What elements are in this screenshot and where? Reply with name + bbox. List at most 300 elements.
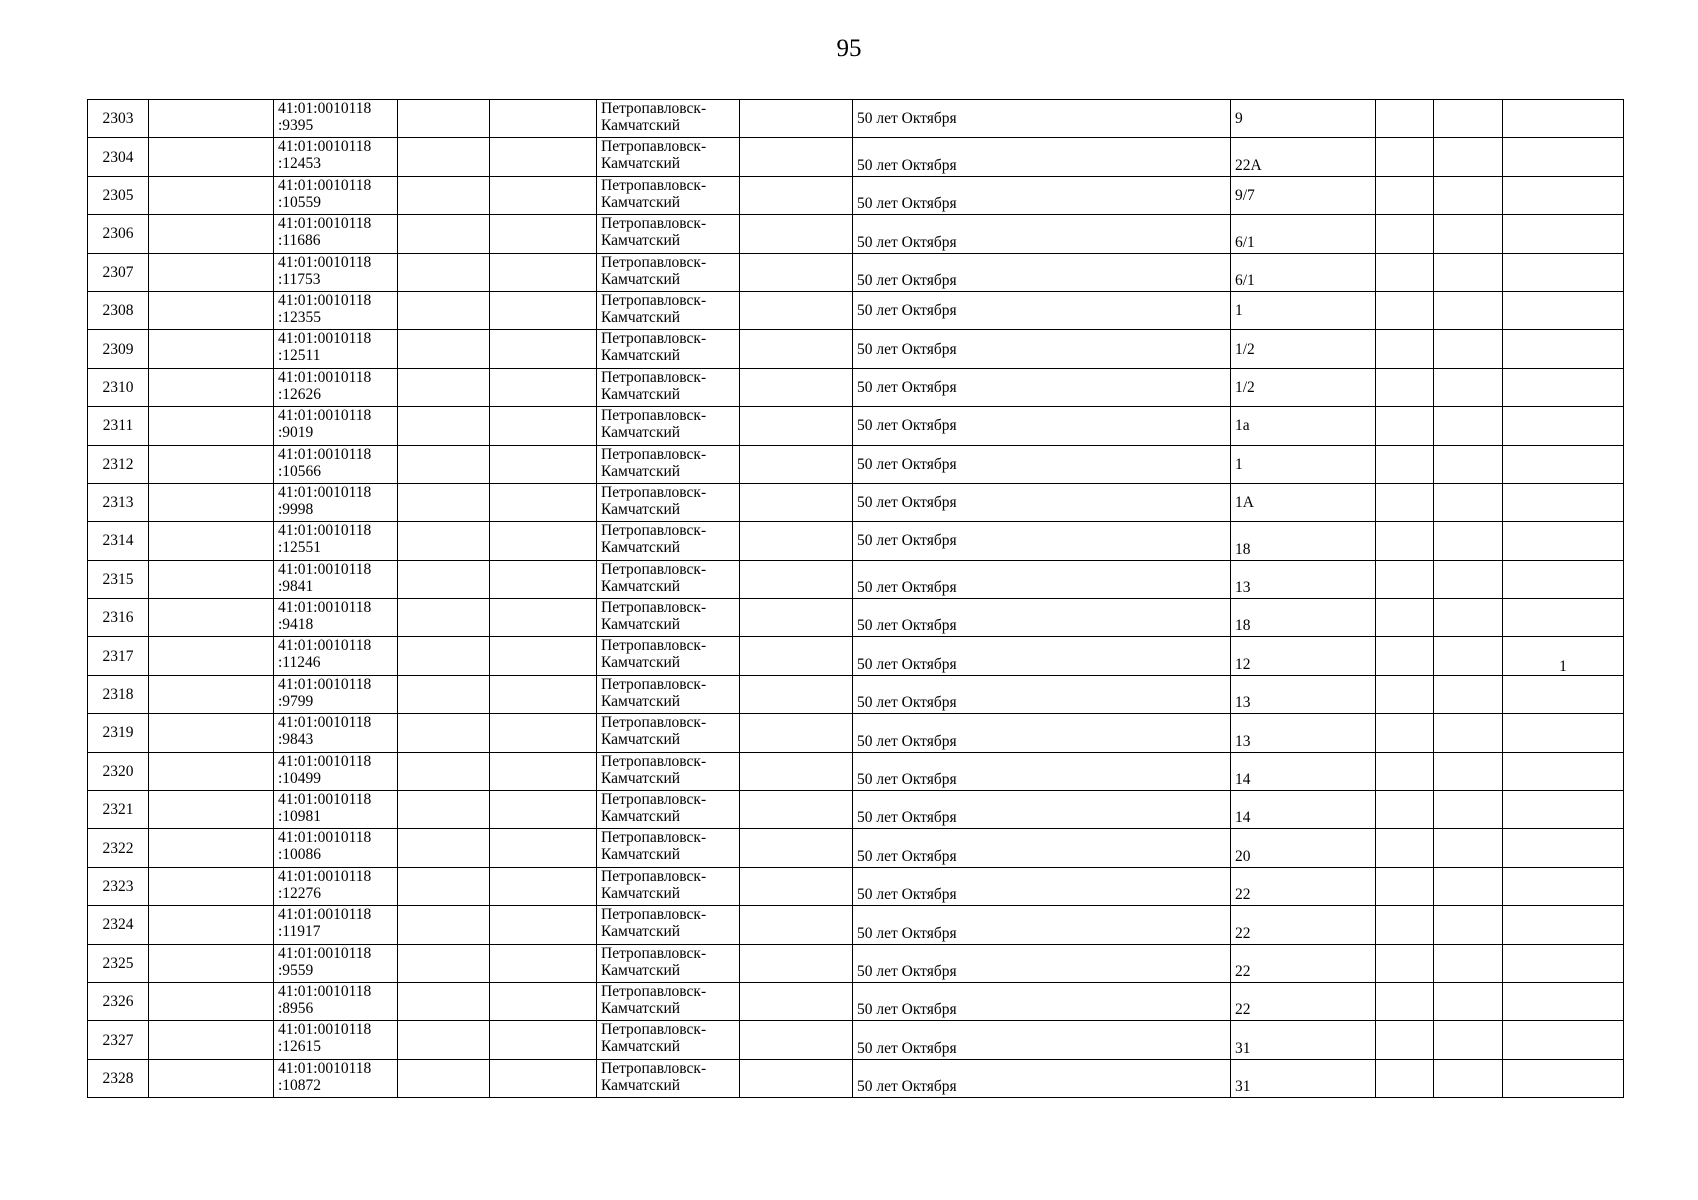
empty-cell: [490, 982, 597, 1020]
street-name: 50 лет Октября: [857, 233, 957, 251]
cadastral-number-cell: [274, 1059, 398, 1097]
extra-cell: [1503, 982, 1624, 1020]
extra-cell: [1503, 291, 1624, 329]
empty-cell: [740, 1059, 853, 1097]
house-number: 9/7: [1235, 186, 1255, 204]
row-number: 2314: [102, 532, 134, 550]
extra-cell: [1503, 944, 1624, 982]
street-name: 50 лет Октября: [857, 1039, 957, 1057]
empty-cell: [398, 599, 490, 637]
cadastral-number-cell: [274, 560, 398, 598]
house-cell: [1231, 906, 1376, 944]
street-name: 50 лет Октября: [857, 340, 957, 358]
empty-cell: [490, 522, 597, 560]
cadastral-number-part2: :11246: [278, 654, 321, 672]
cadastral-number-part1: 41:01:0010118: [278, 906, 372, 924]
city-part1: Петропавловск-: [601, 906, 707, 924]
street-cell: [853, 100, 1231, 138]
cadastral-number-part1: 41:01:0010118: [278, 291, 372, 309]
page-number: 95: [836, 35, 862, 62]
extra-cell: [1503, 675, 1624, 713]
extra-cell: [1503, 752, 1624, 790]
row-number-cell: [88, 944, 149, 982]
street-name: 50 лет Октября: [857, 771, 957, 789]
empty-cell: [149, 637, 274, 675]
city-cell: [597, 982, 740, 1020]
empty-cell: [1434, 675, 1503, 713]
empty-cell: [1434, 407, 1503, 445]
street-name: 50 лет Октября: [857, 455, 957, 473]
cadastral-number-part1: 41:01:0010118: [278, 407, 372, 425]
table-row: [88, 791, 1624, 829]
city-part2: Камчатский: [601, 232, 681, 250]
cadastral-number-part2: :8956: [278, 999, 314, 1017]
extra-cell: [1503, 483, 1624, 521]
row-number-cell: [88, 829, 149, 867]
house-cell: [1231, 407, 1376, 445]
street-name: 50 лет Октября: [857, 494, 957, 512]
house-number: 18: [1235, 617, 1251, 635]
empty-cell: [1434, 752, 1503, 790]
street-cell: [853, 291, 1231, 329]
cadastral-number-cell: [274, 100, 398, 138]
street-name: 50 лет Октября: [857, 302, 957, 320]
street-cell: [853, 445, 1231, 483]
street-name: 50 лет Октября: [857, 617, 957, 635]
row-number: 2303: [102, 110, 134, 128]
street-name: 50 лет Октября: [857, 1001, 957, 1019]
house-number: 13: [1235, 694, 1251, 712]
cadastral-number-part1: 41:01:0010118: [278, 637, 372, 655]
empty-cell: [1376, 599, 1434, 637]
row-number: 2317: [102, 647, 134, 665]
row-number: 2321: [102, 801, 134, 819]
street-cell: [853, 176, 1231, 214]
cadastral-number-part1: 41:01:0010118: [278, 176, 372, 194]
cadastral-number-part2: :10981: [278, 808, 322, 826]
city-part1: Петропавловск-: [601, 867, 707, 885]
city-cell: [597, 675, 740, 713]
empty-cell: [740, 637, 853, 675]
house-cell: [1231, 138, 1376, 176]
extra-cell: [1503, 176, 1624, 214]
empty-cell: [1434, 1021, 1503, 1059]
row-number: 2310: [102, 378, 134, 396]
empty-cell: [740, 714, 853, 752]
empty-cell: [1434, 829, 1503, 867]
city-part2: Камчатский: [601, 308, 681, 326]
empty-cell: [490, 675, 597, 713]
empty-cell: [490, 1021, 597, 1059]
street-cell: [853, 714, 1231, 752]
empty-cell: [1434, 215, 1503, 253]
row-number-cell: [88, 138, 149, 176]
cadastral-number-part2: :10086: [278, 846, 322, 864]
cadastral-number-cell: [274, 445, 398, 483]
empty-cell: [1434, 637, 1503, 675]
city-part2: Камчатский: [601, 923, 681, 941]
street-name: 50 лет Октября: [857, 962, 957, 980]
cadastral-number-part1: 41:01:0010118: [278, 138, 372, 156]
table-row: [88, 291, 1624, 329]
table-body: [88, 100, 1624, 1098]
cadastral-number-part1: 41:01:0010118: [278, 829, 372, 847]
table-row: [88, 368, 1624, 406]
cadastral-number-part2: :9841: [278, 577, 314, 595]
empty-cell: [490, 330, 597, 368]
city-part1: Петропавловск-: [601, 368, 707, 386]
row-number-cell: [88, 867, 149, 905]
city-part2: Камчатский: [601, 808, 681, 826]
street-cell: [853, 944, 1231, 982]
house-cell: [1231, 176, 1376, 214]
cadastral-number-cell: [274, 1021, 398, 1059]
city-part2: Камчатский: [601, 884, 681, 902]
cadastral-number-part1: 41:01:0010118: [278, 522, 372, 540]
empty-cell: [1376, 752, 1434, 790]
empty-cell: [490, 752, 597, 790]
empty-cell: [490, 407, 597, 445]
extra-cell: [1503, 1021, 1624, 1059]
table-row: [88, 906, 1624, 944]
street-name: 50 лет Октября: [857, 156, 957, 174]
street-cell: [853, 675, 1231, 713]
row-number-cell: [88, 791, 149, 829]
city-part2: Камчатский: [601, 385, 681, 403]
cadastral-number-part2: :12355: [278, 308, 322, 326]
empty-cell: [1376, 330, 1434, 368]
house-number: 6/1: [1235, 271, 1255, 289]
empty-cell: [740, 176, 853, 214]
cadastral-number-cell: [274, 791, 398, 829]
street-cell: [853, 867, 1231, 905]
empty-cell: [398, 1021, 490, 1059]
cadastral-number-cell: [274, 407, 398, 445]
city-cell: [597, 138, 740, 176]
house-cell: [1231, 867, 1376, 905]
street-name: 50 лет Октября: [857, 271, 957, 289]
row-number: 2306: [102, 225, 134, 243]
table-row: [88, 829, 1624, 867]
cadastral-number-cell: [274, 906, 398, 944]
extra-cell: [1503, 906, 1624, 944]
street-cell: [853, 982, 1231, 1020]
city-part2: Камчатский: [601, 731, 681, 749]
empty-cell: [149, 368, 274, 406]
empty-cell: [398, 138, 490, 176]
empty-cell: [1376, 483, 1434, 521]
empty-cell: [490, 291, 597, 329]
empty-cell: [149, 829, 274, 867]
row-number-cell: [88, 982, 149, 1020]
empty-cell: [398, 253, 490, 291]
city-part2: Камчатский: [601, 846, 681, 864]
city-cell: [597, 176, 740, 214]
house-number: 1а: [1235, 417, 1250, 435]
empty-cell: [740, 215, 853, 253]
empty-cell: [490, 714, 597, 752]
house-number: 13: [1235, 579, 1251, 597]
house-number: 22: [1235, 924, 1251, 942]
row-number-cell: [88, 330, 149, 368]
empty-cell: [1376, 522, 1434, 560]
empty-cell: [1376, 1059, 1434, 1097]
house-cell: [1231, 1021, 1376, 1059]
extra-cell: [1503, 791, 1624, 829]
street-cell: [853, 407, 1231, 445]
house-number: 1: [1235, 455, 1243, 473]
empty-cell: [149, 215, 274, 253]
table-row: [88, 752, 1624, 790]
cadastral-number-part2: :11917: [278, 923, 321, 941]
extra-cell: [1503, 330, 1624, 368]
cadastral-number-cell: [274, 714, 398, 752]
city-part2: Камчатский: [601, 692, 681, 710]
row-number-cell: [88, 291, 149, 329]
city-part2: Камчатский: [601, 462, 681, 480]
house-cell: [1231, 599, 1376, 637]
empty-cell: [1376, 215, 1434, 253]
cadastral-number-part1: 41:01:0010118: [278, 944, 372, 962]
city-cell: [597, 752, 740, 790]
empty-cell: [149, 407, 274, 445]
street-cell: [853, 138, 1231, 176]
cadastral-number-part1: 41:01:0010118: [278, 1021, 372, 1039]
cadastral-number-part2: :12615: [278, 1038, 322, 1056]
row-number-cell: [88, 368, 149, 406]
house-number: 6/1: [1235, 233, 1255, 251]
table-row: [88, 483, 1624, 521]
city-part2: Камчатский: [601, 961, 681, 979]
empty-cell: [490, 215, 597, 253]
city-cell: [597, 906, 740, 944]
empty-cell: [149, 330, 274, 368]
row-number-cell: [88, 1021, 149, 1059]
cadastral-number-cell: [274, 368, 398, 406]
house-cell: [1231, 368, 1376, 406]
table-row: [88, 138, 1624, 176]
house-cell: [1231, 714, 1376, 752]
city-cell: [597, 599, 740, 637]
empty-cell: [1376, 176, 1434, 214]
extra-cell: [1503, 714, 1624, 752]
cadastral-number-part1: 41:01:0010118: [278, 982, 372, 1000]
street-cell: [853, 522, 1231, 560]
empty-cell: [1376, 138, 1434, 176]
empty-cell: [149, 560, 274, 598]
table-row: [88, 253, 1624, 291]
house-number: 14: [1235, 771, 1251, 789]
cadastral-number-part2: :10872: [278, 1076, 322, 1094]
empty-cell: [1434, 944, 1503, 982]
empty-cell: [1376, 368, 1434, 406]
extra-cell: [1503, 100, 1624, 138]
cadastral-number-part1: 41:01:0010118: [278, 330, 372, 348]
city-cell: [597, 445, 740, 483]
city-part2: Камчатский: [601, 999, 681, 1017]
street-cell: [853, 906, 1231, 944]
empty-cell: [149, 752, 274, 790]
cadastral-number-part1: 41:01:0010118: [278, 445, 372, 463]
city-part2: Камчатский: [601, 654, 681, 672]
street-cell: [853, 637, 1231, 675]
street-cell: [853, 253, 1231, 291]
house-number: 22: [1235, 1001, 1251, 1019]
city-part1: Петропавловск-: [601, 982, 707, 1000]
empty-cell: [398, 867, 490, 905]
city-part1: Петропавловск-: [601, 714, 707, 732]
empty-cell: [1434, 867, 1503, 905]
city-part1: Петропавловск-: [601, 215, 707, 233]
house-number: 22: [1235, 886, 1251, 904]
street-name: 50 лет Октября: [857, 1078, 957, 1096]
row-number-cell: [88, 215, 149, 253]
street-name: 50 лет Октября: [857, 886, 957, 904]
cadastral-number-cell: [274, 867, 398, 905]
street-name: 50 лет Октября: [857, 195, 957, 213]
city-part1: Петропавловск-: [601, 1021, 707, 1039]
extra-cell: [1503, 829, 1624, 867]
extra-cell: [1503, 215, 1624, 253]
table-row: [88, 982, 1624, 1020]
empty-cell: [398, 483, 490, 521]
empty-cell: [740, 944, 853, 982]
row-number: 2308: [102, 302, 134, 320]
street-name: 50 лет Октября: [857, 532, 957, 550]
city-part1: Петропавловск-: [601, 522, 707, 540]
house-number: 31: [1235, 1078, 1251, 1096]
empty-cell: [398, 906, 490, 944]
row-number-cell: [88, 407, 149, 445]
empty-cell: [1376, 829, 1434, 867]
street-cell: [853, 829, 1231, 867]
empty-cell: [1434, 599, 1503, 637]
cadastral-number-part1: 41:01:0010118: [278, 752, 372, 770]
empty-cell: [149, 1059, 274, 1097]
empty-cell: [1376, 1021, 1434, 1059]
city-part2: Камчатский: [601, 1038, 681, 1056]
row-number-cell: [88, 253, 149, 291]
cadastral-number-part1: 41:01:0010118: [278, 675, 372, 693]
table-row: [88, 215, 1624, 253]
row-number-cell: [88, 1059, 149, 1097]
city-part1: Петропавловск-: [601, 445, 707, 463]
empty-cell: [149, 100, 274, 138]
street-name: 50 лет Октября: [857, 809, 957, 827]
street-cell: [853, 1021, 1231, 1059]
extra-cell: [1503, 1059, 1624, 1097]
table-row: [88, 522, 1624, 560]
empty-cell: [1434, 1059, 1503, 1097]
extra-cell: [1503, 253, 1624, 291]
city-part1: Петропавловск-: [601, 791, 707, 809]
empty-cell: [149, 483, 274, 521]
cadastral-number-part1: 41:01:0010118: [278, 560, 372, 578]
empty-cell: [490, 176, 597, 214]
cadastral-number-part2: :12551: [278, 539, 322, 557]
row-number-cell: [88, 483, 149, 521]
city-part2: Камчатский: [601, 424, 681, 442]
cadastral-number-cell: [274, 176, 398, 214]
table-row: [88, 599, 1624, 637]
empty-cell: [398, 982, 490, 1020]
row-number-cell: [88, 100, 149, 138]
cadastral-number-part1: 41:01:0010118: [278, 599, 372, 617]
row-number: 2304: [102, 148, 134, 166]
city-part2: Камчатский: [601, 577, 681, 595]
cadastral-number-part2: :9019: [278, 424, 314, 442]
empty-cell: [740, 906, 853, 944]
house-cell: [1231, 1059, 1376, 1097]
row-number: 2326: [102, 993, 134, 1011]
row-number-cell: [88, 675, 149, 713]
empty-cell: [740, 791, 853, 829]
house-cell: [1231, 330, 1376, 368]
empty-cell: [1376, 944, 1434, 982]
row-number: 2325: [102, 954, 134, 972]
empty-cell: [740, 829, 853, 867]
house-number: 1/2: [1235, 340, 1255, 358]
city-part2: Камчатский: [601, 1076, 681, 1094]
empty-cell: [398, 522, 490, 560]
cadastral-number-part2: :10566: [278, 462, 322, 480]
empty-cell: [398, 714, 490, 752]
cadastral-number-part1: 41:01:0010118: [278, 791, 372, 809]
empty-cell: [490, 100, 597, 138]
house-number: 1: [1235, 302, 1243, 320]
cadastral-number-part2: :12626: [278, 385, 322, 403]
empty-cell: [490, 791, 597, 829]
empty-cell: [1434, 522, 1503, 560]
city-part1: Петропавловск-: [601, 637, 707, 655]
extra-cell: [1503, 522, 1624, 560]
table-row: [88, 637, 1624, 675]
empty-cell: [490, 867, 597, 905]
table-row: [88, 867, 1624, 905]
street-name: 50 лет Октября: [857, 417, 957, 435]
street-name: 50 лет Октября: [857, 847, 957, 865]
empty-cell: [149, 944, 274, 982]
cadastral-number-part1: 41:01:0010118: [278, 368, 372, 386]
city-part1: Петропавловск-: [601, 100, 707, 117]
empty-cell: [490, 906, 597, 944]
empty-cell: [149, 791, 274, 829]
table-row: [88, 560, 1624, 598]
empty-cell: [398, 560, 490, 598]
house-number: 31: [1235, 1039, 1251, 1057]
house-number: 13: [1235, 732, 1251, 750]
empty-cell: [740, 253, 853, 291]
cadastral-number-part2: :9559: [278, 961, 314, 979]
row-number: 2324: [102, 916, 134, 934]
city-part2: Камчатский: [601, 270, 681, 288]
empty-cell: [1376, 637, 1434, 675]
empty-cell: [740, 330, 853, 368]
empty-cell: [398, 944, 490, 982]
empty-cell: [1434, 906, 1503, 944]
empty-cell: [398, 791, 490, 829]
extra-cell: [1503, 368, 1624, 406]
city-cell: [597, 1021, 740, 1059]
row-number: 2311: [102, 417, 134, 435]
empty-cell: [490, 829, 597, 867]
empty-cell: [1376, 714, 1434, 752]
extra-cell: [1503, 445, 1624, 483]
city-part2: Камчатский: [601, 155, 681, 173]
city-part1: Петропавловск-: [601, 483, 707, 501]
city-cell: [597, 944, 740, 982]
empty-cell: [149, 522, 274, 560]
